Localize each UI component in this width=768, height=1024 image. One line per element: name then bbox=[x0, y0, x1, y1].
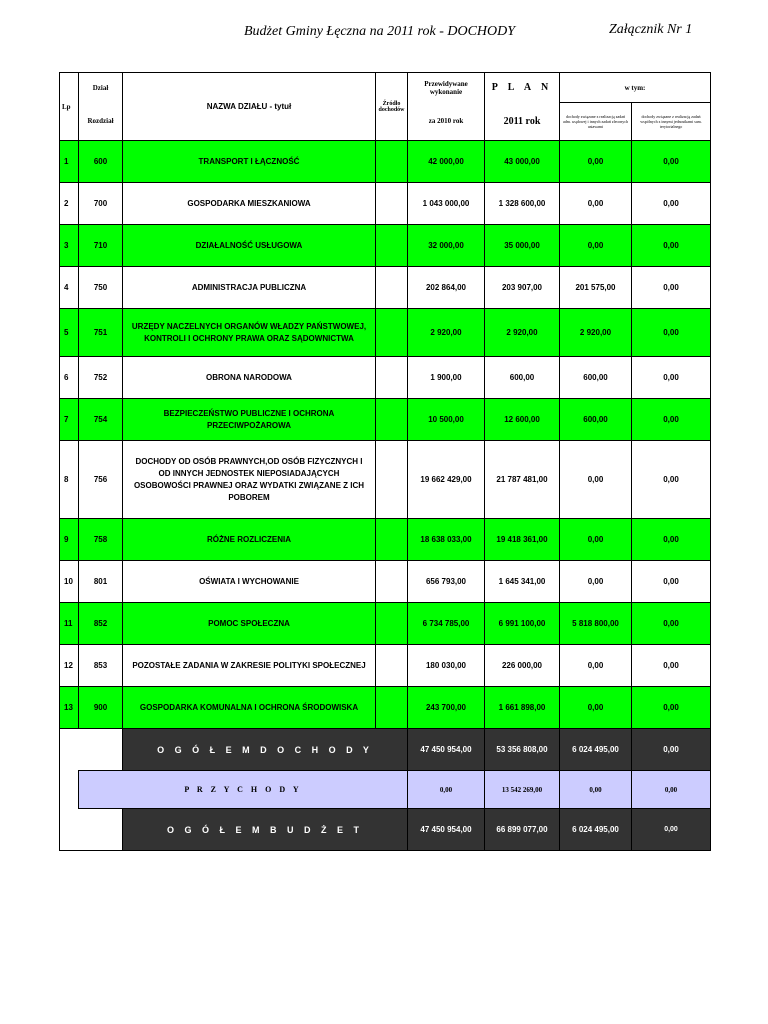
row-forecast: 6 734 785,00 bbox=[408, 603, 485, 645]
row-source bbox=[376, 141, 408, 183]
total-budget-b: 0,00 bbox=[632, 809, 711, 851]
row-lp: 6 bbox=[60, 357, 79, 399]
table-row bbox=[60, 309, 711, 357]
table-row bbox=[60, 441, 711, 519]
row-value-a: 0,00 bbox=[560, 183, 632, 225]
row-plan: 21 787 481,00 bbox=[485, 441, 560, 519]
table-row bbox=[60, 519, 711, 561]
total-revenue-b: 0,00 bbox=[632, 771, 711, 809]
row-source bbox=[376, 441, 408, 519]
row-dzial: 710 bbox=[79, 225, 123, 267]
row-value-b: 0,00 bbox=[632, 309, 711, 357]
row-plan: 6 991 100,00 bbox=[485, 603, 560, 645]
row-source bbox=[376, 267, 408, 309]
row-plan: 12 600,00 bbox=[485, 399, 560, 441]
row-plan: 1 661 898,00 bbox=[485, 687, 560, 729]
table-row bbox=[60, 603, 711, 645]
row-value-b: 0,00 bbox=[632, 141, 711, 183]
total-budget-plan: 66 899 077,00 bbox=[485, 809, 560, 851]
row-source bbox=[376, 183, 408, 225]
total-budget-a: 6 024 495,00 bbox=[560, 809, 632, 851]
row-lp: 13 bbox=[60, 687, 79, 729]
row-plan: 35 000,00 bbox=[485, 225, 560, 267]
row-plan: 1 328 600,00 bbox=[485, 183, 560, 225]
row-plan: 19 418 361,00 bbox=[485, 519, 560, 561]
row-forecast: 180 030,00 bbox=[408, 645, 485, 687]
table-row bbox=[60, 645, 711, 687]
row-name: TRANSPORT I ŁĄCZNOŚĆ bbox=[123, 141, 376, 183]
row-forecast: 10 500,00 bbox=[408, 399, 485, 441]
row-lp: 2 bbox=[60, 183, 79, 225]
header-forecast-top: Przewidywane wykonanie bbox=[408, 73, 485, 103]
row-name: POZOSTAŁE ZADANIA W ZAKRESIE POLITYKI SPOŁECZNEJ bbox=[123, 645, 376, 687]
row-forecast: 18 638 033,00 bbox=[408, 519, 485, 561]
row-source bbox=[376, 309, 408, 357]
row-dzial: 700 bbox=[79, 183, 123, 225]
total-income-plan: 53 356 808,00 bbox=[485, 729, 560, 771]
table-row bbox=[60, 357, 711, 399]
row-lp: 4 bbox=[60, 267, 79, 309]
row-dzial: 852 bbox=[79, 603, 123, 645]
row-value-b: 0,00 bbox=[632, 183, 711, 225]
table-row bbox=[60, 399, 711, 441]
total-revenue-plan: 13 542 269,00 bbox=[485, 771, 560, 809]
row-forecast: 243 700,00 bbox=[408, 687, 485, 729]
total-revenue-forecast: 0,00 bbox=[408, 771, 485, 809]
row-plan: 226 000,00 bbox=[485, 645, 560, 687]
row-source bbox=[376, 357, 408, 399]
row-lp: 8 bbox=[60, 441, 79, 519]
total-income-forecast: 47 450 954,00 bbox=[408, 729, 485, 771]
table-row bbox=[60, 687, 711, 729]
row-dzial: 853 bbox=[79, 645, 123, 687]
row-value-b: 0,00 bbox=[632, 225, 711, 267]
row-name: DZIAŁALNOŚĆ USŁUGOWA bbox=[123, 225, 376, 267]
row-lp: 7 bbox=[60, 399, 79, 441]
row-forecast: 1 043 000,00 bbox=[408, 183, 485, 225]
row-source bbox=[376, 399, 408, 441]
row-lp: 5 bbox=[60, 309, 79, 357]
row-forecast: 32 000,00 bbox=[408, 225, 485, 267]
row-value-a: 0,00 bbox=[560, 687, 632, 729]
row-value-b: 0,00 bbox=[632, 519, 711, 561]
row-value-a: 600,00 bbox=[560, 357, 632, 399]
row-forecast: 19 662 429,00 bbox=[408, 441, 485, 519]
row-lp: 11 bbox=[60, 603, 79, 645]
row-plan: 2 920,00 bbox=[485, 309, 560, 357]
header-name: NAZWA DZIAŁU - tytuł bbox=[123, 73, 376, 141]
row-source bbox=[376, 519, 408, 561]
table-row bbox=[60, 183, 711, 225]
row-dzial: 750 bbox=[79, 267, 123, 309]
header-source: Źródło dochodów bbox=[376, 73, 408, 141]
total-budget-forecast: 47 450 954,00 bbox=[408, 809, 485, 851]
header-lp: Lp bbox=[60, 73, 79, 141]
row-value-a: 2 920,00 bbox=[560, 309, 632, 357]
row-lp: 1 bbox=[60, 141, 79, 183]
row-dzial: 758 bbox=[79, 519, 123, 561]
row-source bbox=[376, 687, 408, 729]
summary-blank-3 bbox=[60, 809, 123, 851]
table-row bbox=[60, 561, 711, 603]
row-name: OŚWIATA I WYCHOWANIE bbox=[123, 561, 376, 603]
row-lp: 12 bbox=[60, 645, 79, 687]
row-dzial: 900 bbox=[79, 687, 123, 729]
row-value-b: 0,00 bbox=[632, 399, 711, 441]
row-value-a: 5 818 800,00 bbox=[560, 603, 632, 645]
row-dzial: 754 bbox=[79, 399, 123, 441]
row-name: POMOC SPOŁECZNA bbox=[123, 603, 376, 645]
header-dzial: Dział bbox=[79, 73, 123, 103]
header-plan-bottom: 2011 rok bbox=[485, 103, 560, 141]
row-value-b: 0,00 bbox=[632, 357, 711, 399]
row-value-a: 0,00 bbox=[560, 225, 632, 267]
row-name: RÓŻNE ROZLICZENIA bbox=[123, 519, 376, 561]
row-source bbox=[376, 603, 408, 645]
row-name: URZĘDY NACZELNYCH ORGANÓW WŁADZY PAŃSTWOWEJ, KONTROLI I OCHRONY PRAWA ORAZ SĄDOWNICTWA bbox=[123, 309, 376, 357]
row-value-b: 0,00 bbox=[632, 645, 711, 687]
header-sub1: dochody związane z realizacją zadań adm. rządowej i innych zadań zleconych ustawami bbox=[560, 103, 632, 141]
header-plan-top: P L A N bbox=[485, 73, 560, 103]
table-row bbox=[60, 141, 711, 183]
total-revenue-a: 0,00 bbox=[560, 771, 632, 809]
summary-blank-2 bbox=[60, 771, 79, 809]
row-value-b: 0,00 bbox=[632, 441, 711, 519]
row-value-b: 0,00 bbox=[632, 267, 711, 309]
table-row bbox=[60, 225, 711, 267]
row-plan: 43 000,00 bbox=[485, 141, 560, 183]
row-source bbox=[376, 225, 408, 267]
row-value-a: 600,00 bbox=[560, 399, 632, 441]
document-title: Budżet Gminy Łęczna na 2011 rok - DOCHODY bbox=[244, 24, 516, 39]
row-lp: 10 bbox=[60, 561, 79, 603]
row-value-a: 0,00 bbox=[560, 561, 632, 603]
row-dzial: 751 bbox=[79, 309, 123, 357]
row-name: BEZPIECZEŃSTWO PUBLICZNE I OCHRONA PRZECIWPOŻAROWA bbox=[123, 399, 376, 441]
summary-blank bbox=[60, 729, 123, 771]
row-dzial: 752 bbox=[79, 357, 123, 399]
row-dzial: 600 bbox=[79, 141, 123, 183]
header-rozdzial: Rozdział bbox=[79, 103, 123, 141]
row-name: OBRONA NARODOWA bbox=[123, 357, 376, 399]
row-forecast: 2 920,00 bbox=[408, 309, 485, 357]
row-value-b: 0,00 bbox=[632, 687, 711, 729]
row-name: DOCHODY OD OSÓB PRAWNYCH,OD OSÓB FIZYCZNYCH I OD INNYCH JEDNOSTEK NIEPOSIADAJĄCYCH OSOBOWOŚCI PRAWNEJ ORAZ WYDATKI ZWIĄZANE Z ICH POBOREM bbox=[123, 441, 376, 519]
row-dzial: 756 bbox=[79, 441, 123, 519]
header-forecast-bottom: za 2010 rok bbox=[408, 103, 485, 141]
table-row bbox=[60, 267, 711, 309]
row-source bbox=[376, 645, 408, 687]
budget-table bbox=[59, 72, 711, 851]
row-plan: 203 907,00 bbox=[485, 267, 560, 309]
row-forecast: 202 864,00 bbox=[408, 267, 485, 309]
row-value-b: 0,00 bbox=[632, 603, 711, 645]
total-revenue-label: P R Z Y C H O D Y bbox=[79, 771, 408, 809]
row-name: GOSPODARKA KOMUNALNA I OCHRONA ŚRODOWISKA bbox=[123, 687, 376, 729]
row-forecast: 1 900,00 bbox=[408, 357, 485, 399]
row-value-a: 0,00 bbox=[560, 141, 632, 183]
row-value-b: 0,00 bbox=[632, 561, 711, 603]
header-sub2: dochody związane z realizacją zadań wspólnych z innymi jednostkami sam. terytorialnego bbox=[632, 103, 711, 141]
total-budget-label: O G Ó Ł E M B U D Ż E T bbox=[123, 809, 408, 851]
row-forecast: 656 793,00 bbox=[408, 561, 485, 603]
row-lp: 9 bbox=[60, 519, 79, 561]
row-plan: 1 645 341,00 bbox=[485, 561, 560, 603]
annex-label: Załącznik Nr 1 bbox=[609, 22, 693, 37]
row-lp: 3 bbox=[60, 225, 79, 267]
total-income-label: O G Ó Ł E M D O C H O D Y bbox=[123, 729, 408, 771]
row-value-a: 0,00 bbox=[560, 519, 632, 561]
row-dzial: 801 bbox=[79, 561, 123, 603]
row-value-a: 0,00 bbox=[560, 441, 632, 519]
row-value-a: 0,00 bbox=[560, 645, 632, 687]
row-forecast: 42 000,00 bbox=[408, 141, 485, 183]
row-name: ADMINISTRACJA PUBLICZNA bbox=[123, 267, 376, 309]
total-income-a: 6 024 495,00 bbox=[560, 729, 632, 771]
total-income-b: 0,00 bbox=[632, 729, 711, 771]
row-name: GOSPODARKA MIESZKANIOWA bbox=[123, 183, 376, 225]
row-value-a: 201 575,00 bbox=[560, 267, 632, 309]
row-source bbox=[376, 561, 408, 603]
row-plan: 600,00 bbox=[485, 357, 560, 399]
header-wtym: w tym: bbox=[560, 73, 711, 103]
